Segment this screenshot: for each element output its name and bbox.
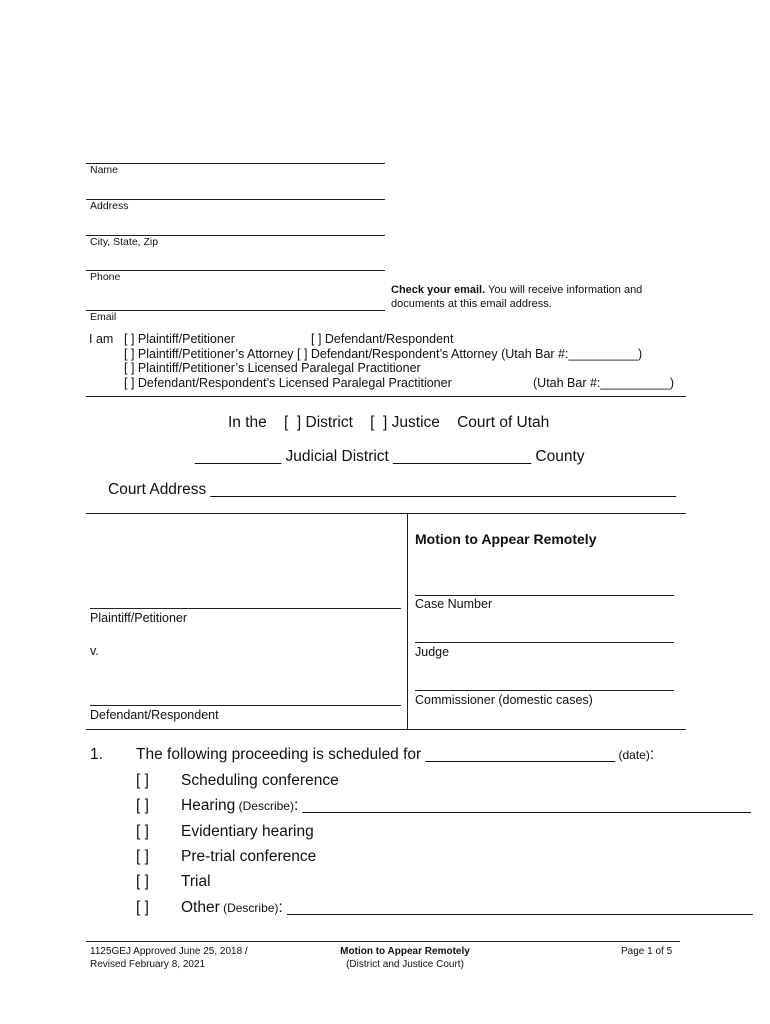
option-label: Pre-trial conference: [181, 848, 317, 865]
address-label: Address: [90, 200, 129, 212]
plaintiff-label: Plaintiff/Petitioner: [90, 611, 188, 625]
proceeding-option-row[interactable]: [136, 873, 211, 891]
judicial-district-line[interactable]: __________ Judicial District ________________ County: [195, 448, 585, 465]
date-label: (date): [615, 748, 650, 762]
proceeding-option-row[interactable]: [136, 848, 316, 866]
proceeding-option-row[interactable]: [136, 797, 751, 815]
phone-label: Phone: [90, 271, 121, 283]
section-1-number: 1.: [90, 746, 103, 763]
case-number-label: Case Number: [415, 597, 493, 611]
proceeding-option-row[interactable]: [136, 772, 339, 790]
defendant-name-line[interactable]: [90, 705, 401, 706]
commissioner-label: Commissioner (domestic cases): [415, 693, 593, 707]
name-line[interactable]: [86, 163, 385, 164]
role-attorney-row[interactable]: [ ] Plaintiff/Petitioner’s Attorney [ ] Defendant/Respondent’s Attorney (Utah Bar #:__________): [124, 347, 643, 361]
footer-center: [300, 946, 510, 971]
date-colon: :: [649, 746, 655, 763]
case-number-line[interactable]: [415, 595, 674, 596]
option-checkbox[interactable]: [ ]: [136, 823, 149, 840]
option-label: Other: [181, 899, 220, 916]
footer-title: Motion to Appear Remotely: [340, 946, 470, 957]
role-plaintiff[interactable]: [ ] Plaintiff/Petitioner: [124, 332, 235, 346]
role-defendant-paralegal[interactable]: [ ] Defendant/Respondent’s Licensed Paralegal Practitioner: [124, 376, 452, 390]
footer-subtitle: (District and Justice Court): [346, 958, 464, 970]
caption-bottom-border: [86, 729, 686, 730]
court-type-line[interactable]: In the [ ] District [ ] Justice Court of Utah: [228, 414, 550, 431]
email-note-line2: documents at this email address.: [391, 298, 552, 310]
i-am-label: I am: [89, 332, 114, 346]
phone-line[interactable]: [86, 270, 385, 271]
option-checkbox[interactable]: [ ]: [136, 873, 149, 890]
caption-divider: [407, 513, 408, 729]
describe-label: (Describe): [219, 901, 279, 915]
commissioner-line[interactable]: [415, 690, 674, 691]
footer-form-approved: 1125GEJ Approved June 25, 2018 /: [90, 946, 248, 957]
judge-label: Judge: [415, 645, 450, 659]
option-checkbox[interactable]: [ ]: [136, 848, 149, 865]
motion-title: Motion to Appear Remotely: [415, 531, 597, 547]
defendant-label: Defendant/Respondent: [90, 708, 219, 722]
option-label: Trial: [181, 873, 211, 890]
header-divider: [86, 396, 686, 397]
city-label: City, State, Zip: [90, 236, 159, 248]
proceeding-option-row[interactable]: [136, 823, 314, 841]
versus-label: v.: [90, 644, 99, 658]
proceeding-option-row[interactable]: [136, 899, 753, 917]
utah-bar-number-2[interactable]: (Utah Bar #:__________): [533, 376, 675, 390]
address-line[interactable]: [86, 199, 385, 200]
court-address-line[interactable]: Court Address ______________________________________________________: [108, 481, 677, 498]
role-defendant[interactable]: [ ] Defendant/Respondent: [311, 332, 454, 346]
email-note-rest: You will receive information and: [485, 284, 643, 296]
option-label: Hearing: [181, 797, 236, 814]
caption-top-border: [86, 513, 686, 514]
role-plaintiff-paralegal[interactable]: [ ] Plaintiff/Petitioner’s Licensed Paralegal Practitioner: [124, 361, 421, 375]
name-label: Name: [90, 164, 119, 176]
judge-line[interactable]: [415, 642, 674, 643]
plaintiff-name-line[interactable]: [90, 608, 401, 609]
email-note-line1: [391, 284, 642, 296]
proceeding-date-text: The following proceeding is scheduled for ______________________: [136, 746, 616, 763]
email-label: Email: [90, 311, 117, 323]
option-label: Scheduling conference: [181, 772, 339, 789]
page-number: Page 1 of 5: [621, 946, 673, 957]
option-label: Evidentiary hearing: [181, 823, 314, 840]
describe-blank[interactable]: : ______________________________________________________: [278, 899, 753, 916]
footer-form-revised: Revised February 8, 2021: [90, 958, 206, 970]
footer-divider: [86, 941, 680, 942]
footer-left: [90, 946, 248, 971]
describe-blank[interactable]: : ____________________________________________________: [293, 797, 751, 814]
option-checkbox[interactable]: [ ]: [136, 797, 149, 814]
email-line[interactable]: [86, 310, 385, 311]
option-checkbox[interactable]: [ ]: [136, 899, 149, 916]
section-1-text[interactable]: [136, 746, 654, 764]
describe-label: (Describe): [235, 799, 294, 813]
email-note-bold: Check your email.: [391, 284, 486, 296]
option-checkbox[interactable]: [ ]: [136, 772, 149, 789]
